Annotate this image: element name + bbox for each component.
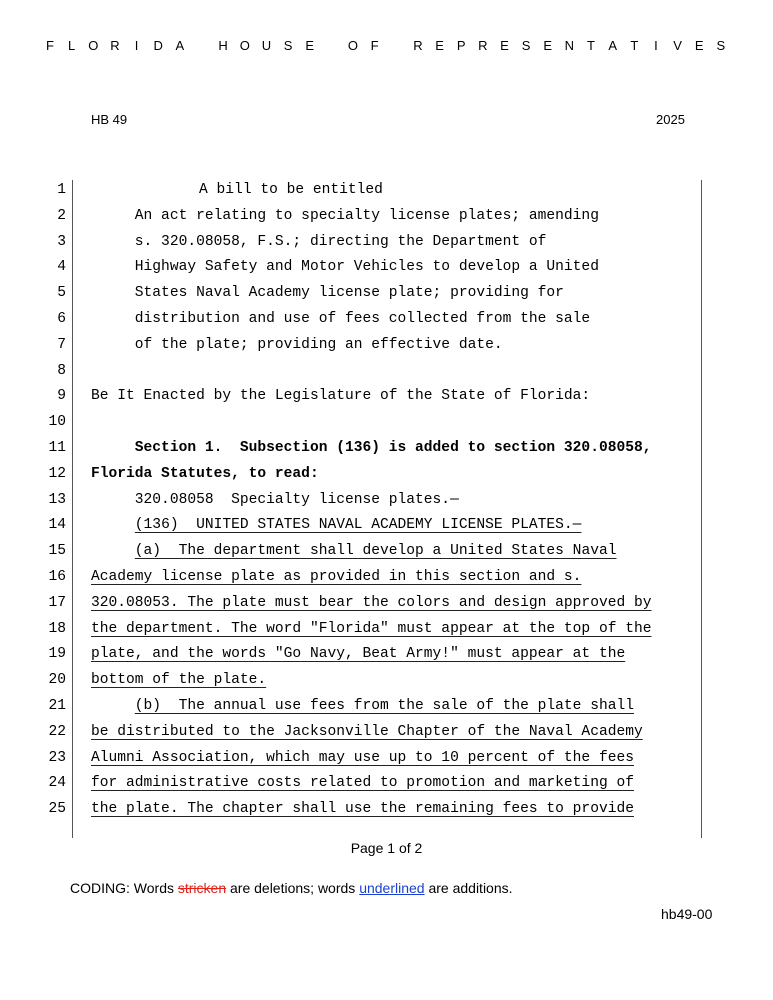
line-text: Highway Safety and Motor Vehicles to develop a United xyxy=(91,259,599,276)
line-text: An act relating to specialty license plates; amending xyxy=(91,207,599,224)
bill-line xyxy=(0,539,773,565)
bill-line xyxy=(0,746,773,772)
added-text: the plate. The chapter shall use the remaining fees to provide xyxy=(91,801,634,818)
added-text: bottom of the plate. xyxy=(91,672,267,689)
bill-line xyxy=(0,410,773,436)
chamber-letter: A xyxy=(608,38,617,53)
bill-line xyxy=(0,255,773,281)
stricken-sample: stricken xyxy=(177,880,227,896)
line-number: 14 xyxy=(48,517,66,534)
line-number: 11 xyxy=(48,439,66,456)
bill-number: HB 49 xyxy=(91,112,128,127)
bill-line xyxy=(0,462,773,488)
line-number: 3 xyxy=(57,233,66,250)
line-number: 7 xyxy=(57,336,66,353)
bill-line xyxy=(0,178,773,204)
added-text: the department. The word "Florida" must appear at the top of the xyxy=(91,620,652,637)
chamber-letter: V xyxy=(673,38,682,53)
bill-title: A bill to be entitled xyxy=(199,182,383,198)
line-text xyxy=(91,513,581,539)
line-number: 19 xyxy=(48,646,66,663)
added-text: Alumni Association, which may use up to 10 percent of the fees xyxy=(91,749,634,766)
line-number: 17 xyxy=(48,594,66,611)
section-heading: Florida Statutes, to read: xyxy=(91,465,319,482)
page-number: Page 1 of 2 xyxy=(350,840,423,856)
bill-line xyxy=(0,565,773,591)
chamber-letter: S xyxy=(283,38,293,53)
underlined-sample: underlined xyxy=(359,880,425,896)
chamber-letter: R xyxy=(110,38,120,53)
added-text: (b) The annual use fees from the sale of the plate shall xyxy=(134,697,634,714)
bill-line xyxy=(0,230,773,256)
chamber-letter: L xyxy=(68,38,76,53)
chamber-letter: T xyxy=(587,38,595,53)
bill-line xyxy=(0,307,773,333)
bill-line xyxy=(0,333,773,359)
chamber-letter: S xyxy=(521,38,531,53)
added-text: be distributed to the Jacksonville Chapter of the Naval Academy xyxy=(91,723,643,740)
line-number: 15 xyxy=(48,543,66,560)
chamber-letter: E xyxy=(500,38,509,53)
line-number: 23 xyxy=(48,749,66,766)
chamber-letter: I xyxy=(134,38,139,53)
coding-legend xyxy=(70,880,513,896)
line-number: 13 xyxy=(48,491,66,508)
bill-text xyxy=(0,178,773,823)
bill-line xyxy=(0,359,773,385)
bill-line xyxy=(0,771,773,797)
section-heading: Section 1. Subsection (136) is added to section 320.08058, xyxy=(91,439,652,456)
chamber-letter: F xyxy=(370,38,379,53)
chamber-letter: N xyxy=(564,38,575,53)
statute-heading: 320.08058 Specialty license plates.— xyxy=(91,491,459,508)
line-text: distribution and use of fees collected from the sale xyxy=(91,310,591,327)
chamber-letter: I xyxy=(654,38,658,53)
bill-line xyxy=(0,642,773,668)
chamber-title xyxy=(0,38,773,53)
bill-line xyxy=(0,384,773,410)
chamber-letter: H xyxy=(218,38,228,53)
added-text: (a) The department shall develop a United States Naval xyxy=(134,543,617,560)
bill-line xyxy=(0,797,773,823)
chamber-letter: E xyxy=(694,38,704,53)
bill-year: 2025 xyxy=(656,112,685,127)
line-number: 9 xyxy=(57,388,66,405)
chamber-letter xyxy=(390,38,402,53)
bill-line xyxy=(0,488,773,514)
line-number: 5 xyxy=(57,285,66,302)
line-number: 10 xyxy=(48,414,66,431)
bill-line xyxy=(0,204,773,230)
line-number: 24 xyxy=(48,775,66,792)
line-text: States Naval Academy license plate; providing for xyxy=(91,285,564,302)
added-text: 320.08053. The plate must bear the colors and design approved by xyxy=(91,594,652,611)
chamber-letter: E xyxy=(435,38,444,53)
line-number: 25 xyxy=(48,801,66,818)
line-text xyxy=(91,539,616,565)
added-text: (136) UNITED STATES NAVAL ACADEMY LICENSE PLATES.— xyxy=(134,517,582,534)
coding-suffix: are additions. xyxy=(424,880,513,896)
line-number: 4 xyxy=(57,259,66,276)
bill-line xyxy=(0,591,773,617)
bill-line xyxy=(0,281,773,307)
line-number: 8 xyxy=(57,362,66,379)
chamber-letter: O xyxy=(347,38,359,53)
document-id: hb49-00 xyxy=(661,906,713,922)
bill-line xyxy=(0,720,773,746)
bill-line xyxy=(0,668,773,694)
line-number: 21 xyxy=(48,697,66,714)
line-text: of the plate; providing an effective date. xyxy=(91,336,503,353)
line-number: 2 xyxy=(57,207,66,224)
chamber-letter: E xyxy=(305,38,315,53)
line-number: 18 xyxy=(48,620,66,637)
line-number: 20 xyxy=(48,672,66,689)
line-number: 16 xyxy=(48,568,66,585)
line-text: s. 320.08058, F.S.; directing the Department of xyxy=(91,233,547,250)
bill-line xyxy=(0,694,773,720)
added-text: for administrative costs related to promotion and marketing of xyxy=(91,775,634,792)
indent xyxy=(91,543,135,559)
chamber-letter: O xyxy=(239,38,250,53)
coding-prefix: CODING: Words xyxy=(70,880,178,896)
bill-line xyxy=(0,436,773,462)
chamber-letter: T xyxy=(630,38,639,53)
chamber-letter: R xyxy=(478,38,488,53)
chamber-letter: A xyxy=(175,38,185,53)
chamber-letter: R xyxy=(413,38,423,53)
line-number: 22 xyxy=(48,723,66,740)
chamber-letter: E xyxy=(543,38,553,53)
indent xyxy=(91,698,135,714)
chamber-letter xyxy=(195,38,207,53)
line-number: 1 xyxy=(57,182,66,198)
line-number: 12 xyxy=(48,465,66,482)
enacting-clause: Be It Enacted by the Legislature of the State of Florida: xyxy=(91,388,591,405)
chamber-letter: O xyxy=(88,38,99,53)
line-text xyxy=(91,694,634,720)
bill-line xyxy=(0,617,773,643)
added-text: plate, and the words "Go Navy, Beat Army!" must appear at the xyxy=(91,646,626,663)
indent xyxy=(91,517,135,533)
chamber-letter: S xyxy=(716,38,726,53)
chamber-letter: F xyxy=(46,38,54,53)
added-text: Academy license plate as provided in this section and s. xyxy=(91,568,582,585)
bill-line xyxy=(0,513,773,539)
chamber-letter: D xyxy=(153,38,163,53)
chamber-letter: P xyxy=(456,38,466,53)
line-number: 6 xyxy=(57,310,66,327)
chamber-letter: U xyxy=(261,38,272,53)
coding-mid: are deletions; words xyxy=(226,880,360,896)
chamber-letter xyxy=(325,38,337,53)
